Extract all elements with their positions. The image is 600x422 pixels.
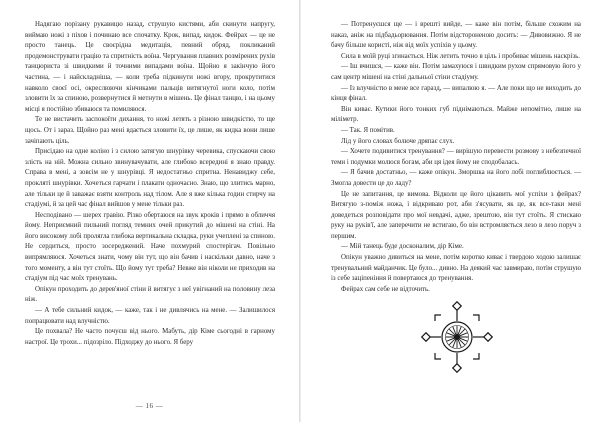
right-page (301, 0, 600, 422)
paragraph: — Іш вчишся, — каже він. Потім замахуюся і швидким рухом спрямовую його у сам центр мішені на стіні дальньої стіни стадіуму. (331, 63, 581, 81)
paragraph: Сила в моїй руці згинається. Ніж летить точно в ціль і пробиває мішень наскрізь. (341, 52, 580, 60)
paragraph: Те не вистачить заспокоїти дихання, то ножі летять з різною швидкістю, то ще щось. От і зараз. Щойно раз мені вдається зловити їх, це лише, як кидка вони лише зачіпають ціль. (25, 116, 275, 145)
paragraph: Лід у його словах болюче дряпає слух. (341, 137, 455, 145)
paragraph: Це не запитання, це вимова. Відколи це його цікавить мої успіхи з фейрах? Витягую з-поміж ножа, і відкриваю рот, аби з'ясувати, як це, як все-таки мені доведеться розповідати про мої невдачі, адже, зрештою, він тут стоїть. Я стискаю руку на руків'ї, але заперечити не встигаю, бо він встромляється лезо в лезо поруч з першим. (331, 190, 581, 240)
paragraph: Він киває. Кутики його тонких губ піднімаються. Майже непомітно, лише на міліметр. (331, 105, 581, 124)
paragraph: Опікун проходить до дерев'яної стіни й витягує з неї увігнаний на половину леза ніж. (25, 285, 275, 304)
page-number: — 16 — (135, 402, 164, 410)
paragraph: Це похвала? Не часто почуєш від нього. Мабуть, дір Кіме сьогодні в гарному настрої. Це трохи... підозріло. Підходжу до нього. Я беру (25, 328, 275, 346)
paragraph: — А тебе сильний кидок, — каже, так і не дивлячись на мене. — Залишилося попрацювати над влучністю. (25, 307, 275, 325)
paragraph: Опікун уважно дивиться на мене, потім коротко киває і твердою ходою залишає тренувальний майданчик. Це було... дивно. На деякий час завмираю, потім струшую із себе заціпеніння й повертаюся до тренування. (331, 254, 581, 283)
paragraph: — Мій танець буде досконалим, дір Кіме. (341, 243, 464, 251)
paragraph: Надягаю порізану рукавицю назад, струшую кистями, аби скинути напругу, виймаю ножі з піхов і починаю все спочатку. Крок, випад, кидок. Фейрах — це не просто танець. Це своєрідна медитація, певний обряд, покликаний продемонструвати грацію та спритність воїна. Чергування плавних розмірених рухів танцюриста зі швидкими й точними випадами воїна. Щойно я закінчую його частина, — і найскладніша, — коли треба підкинути ножі вгору, прокрутитися навколо своєї осі, окреслюючи кінчиками пальців витягнутої ноги коло, потім зловити їх за спиною, розвернутися й метнути в мішень. Це фінал танцю, і на цьому місці я постійно збиваюся та помиляюся. (25, 21, 275, 113)
paragraph: — Хочете подивитися тренування? — вирішую перевести розмову з небезпечної теми і подумки молюся богам, аби ця ідея йому не сподобалась. (331, 148, 581, 166)
paragraph: Присідаю на одне коліно і з силою затягую шнурівку черевика, спускаючи свою злість на ній. Можна сильно звинувачувати, але глибоко всередині я знаю правду. Справа в мені, а зовсім не у шнурівці. Я недостатньо спритна. Ненавиджу себе, прокляті шнурівки. Хочеться гарчати і плакати одночасно. Знаю, що злитись марно, але тільки це й заважає взяти контроль над тілом. Але я вже кілька годин стирчу на стадіумі, й за цей час фінал вийшов у мене тільки раз. (25, 148, 275, 209)
right-page-text (331, 20, 581, 295)
paragraph: — Потренуєшся ще — і врешті вийде, — каже він потім, більше схожим на наказ, аніж на підбадьорювання. Потім відстороненою досить: — Дивовижно. Я не бачу більше користі, ніж від моїх успіхів у цьому. (331, 21, 581, 50)
paragraph: — Так. Я помітив. (341, 126, 395, 134)
paragraph: — Я бачив достатньо, — каже опікун. Зморшка на його лобі поглиблюється. — Змогла довести це до ладу? (331, 169, 581, 187)
paragraph: — Із влучністю в мене все гаразд, — випалюю я. — Але поки що не виходить до кінця фінал. (331, 84, 581, 103)
paragraph: Фейрах сам себе не відточить. (341, 285, 430, 293)
left-page-text (25, 20, 275, 348)
ornamental-compass-star-icon (421, 301, 493, 373)
paragraph: Несподівано — шерех гравію. Різко обертаюся на звук кроків і прямо в обличчя йому. Неприємний пильний погляд темних очей прикутий до мішені на стіні. На його високому лобі пролягла глибока вертикальна складка, руки учеплені за спиною. Не сердиться, просто зосереджений. Наче похмурий спостерігач. Повільно випрямляюся. Хочеться знати, чому він тут, що він бачив і наскільки давно, наче з того моменту, а він тут стоїть. Що йому тут треба? Невже він ніколи не приходив на стадіум під час моїх тренувань. (25, 211, 275, 283)
left-page (0, 0, 299, 422)
